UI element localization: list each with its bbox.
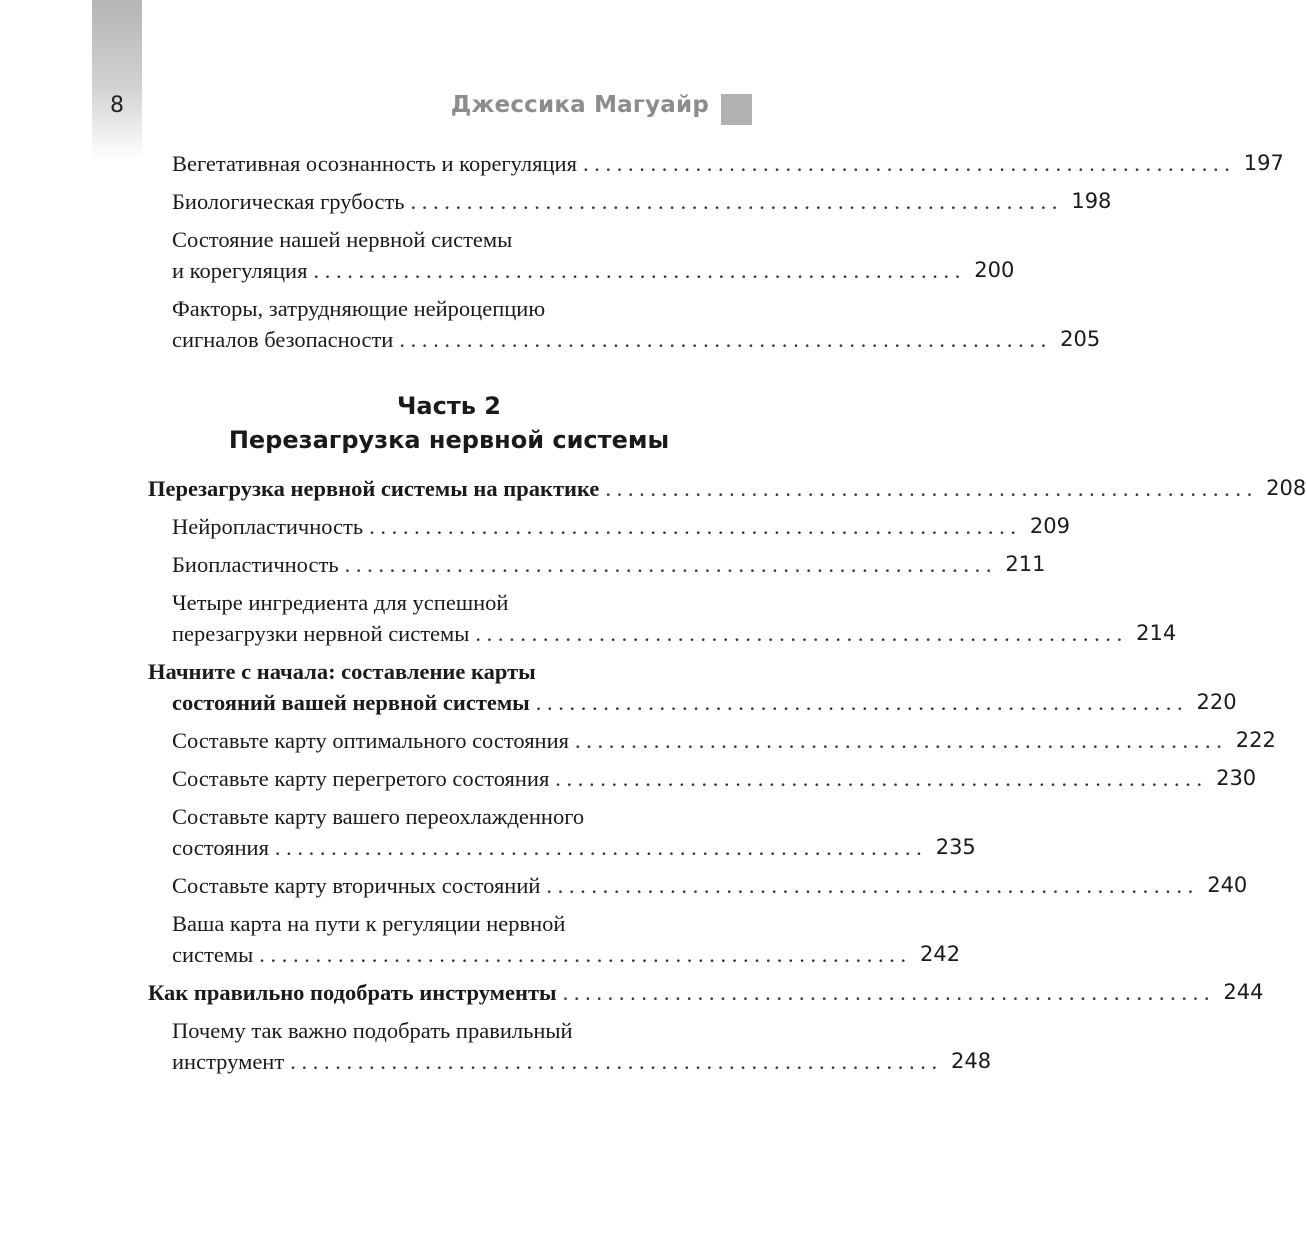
toc-entry-title-cont: и корегуляция (172, 258, 308, 283)
toc-entry-title: Биологическая грубость (172, 189, 405, 214)
part-title: Перезагрузка нервной системы (228, 426, 670, 454)
corner-square-mark (721, 94, 752, 125)
toc-entry-page: 209 (1029, 514, 1071, 538)
page-number: 8 (110, 93, 124, 118)
toc-entry-title: Начните с начала: составление карты (148, 659, 536, 684)
toc-entry-page: 211 (1005, 552, 1046, 576)
toc-entry-page: 198 (1071, 189, 1112, 213)
toc-entry-page: 214 (1136, 621, 1177, 645)
toc-entry-page: 222 (1235, 728, 1276, 752)
toc-entry-page: 200 (974, 258, 1015, 282)
toc-entry[interactable] (148, 511, 1071, 542)
toc-entry-page: 242 (919, 942, 961, 966)
toc-entry-title: Четыре ингредиента для успешной (172, 590, 509, 615)
toc-entry[interactable] (148, 801, 976, 863)
toc-entry-title-cont: состояний вашей нервной системы (172, 690, 530, 715)
running-head: Джессика Магуайр (450, 92, 709, 118)
toc-entry[interactable] (148, 870, 1248, 901)
part-heading (148, 389, 750, 457)
toc-entry-title: Вегетативная осознанность и корегуляция (172, 151, 577, 176)
toc-entry-title-cont: состояния (172, 835, 269, 860)
toc-entry[interactable] (148, 549, 1046, 580)
toc-entry-page: 208 (1266, 476, 1306, 500)
table-of-contents (148, 148, 1306, 1084)
toc-entry[interactable] (148, 908, 961, 970)
toc-entry-page: 235 (935, 835, 976, 859)
toc-chapter-entry[interactable] (148, 977, 1264, 1008)
toc-entry[interactable] (148, 587, 1177, 649)
toc-entry-page: 220 (1196, 690, 1237, 714)
toc-entry-title: Составьте карту вторичных состояний (172, 873, 541, 898)
toc-entry-title: Состояние нашей нервной системы (172, 227, 513, 252)
toc-entry-title-cont: инструмент (172, 1049, 285, 1074)
toc-chapter-entry[interactable] (148, 656, 1237, 718)
toc-entry[interactable] (148, 186, 1112, 217)
toc-entry[interactable] (148, 224, 1015, 286)
toc-entry[interactable] (148, 1015, 992, 1077)
toc-entry-page: 197 (1243, 151, 1284, 175)
toc-entry-title: Составьте карту перегретого состояния (172, 766, 550, 791)
toc-entry-page: 230 (1216, 766, 1257, 790)
toc-entry-title: Составьте карту вашего переохлажденного (172, 804, 585, 829)
toc-entry-title: Почему так важно подобрать правильный (172, 1018, 573, 1043)
toc-entry-page: 244 (1223, 980, 1264, 1004)
toc-entry-page: 240 (1207, 873, 1248, 897)
toc-entry-title: Факторы, затрудняющие нейроцепцию (172, 296, 546, 321)
toc-entry-title-cont: сигналов безопасности (172, 327, 394, 352)
toc-entry-title-cont: системы (172, 942, 254, 967)
toc-entry-title-cont: перезагрузки нервной системы (172, 621, 470, 646)
toc-entry-page: 205 (1060, 327, 1101, 351)
toc-entry[interactable] (148, 293, 1101, 355)
toc-entry-title: Биопластичность (172, 552, 339, 577)
toc-entry-title: Как правильно подобрать инструменты (148, 980, 557, 1005)
toc-chapter-entry[interactable] (148, 473, 1306, 504)
toc-entry[interactable] (148, 725, 1276, 756)
page-edge-tab (92, 0, 142, 160)
toc-entry[interactable] (148, 763, 1257, 794)
toc-entry-page: 248 (950, 1049, 992, 1073)
toc-entry-title: Нейропластичность (172, 514, 364, 539)
toc-entry-title: Составьте карту оптимального состояния (172, 728, 569, 753)
toc-entry[interactable] (148, 148, 1284, 179)
part-label: Часть 2 (397, 392, 501, 420)
toc-entry-title: Перезагрузка нервной системы на практике (148, 476, 600, 501)
toc-entry-title: Ваша карта на пути к регуляции нервной (172, 911, 566, 936)
